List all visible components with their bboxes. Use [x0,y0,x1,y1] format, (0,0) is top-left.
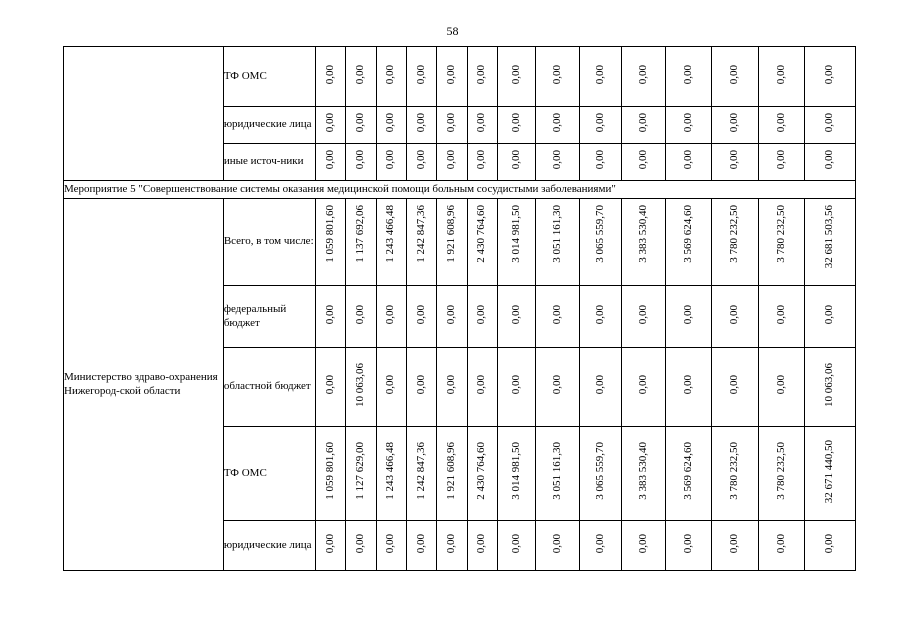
value-text: 0,00 [823,304,836,324]
value-cell [437,107,467,144]
value-text: 0,00 [384,113,397,133]
value-cell [376,427,406,521]
value-text: 2 430 764,60 [475,205,488,263]
value-cell [315,427,345,521]
value-text: 0,00 [636,150,649,170]
value-cell [758,286,805,348]
value-text: 0,00 [414,64,427,84]
value-text: 0,00 [636,64,649,84]
value-text: 0,00 [384,150,397,170]
value-cell [536,521,579,571]
value-cell [712,521,759,571]
value-cell [315,521,345,571]
value-cell [376,286,406,348]
value-text: 0,00 [475,533,488,553]
value-text: 0,00 [353,113,366,133]
value-text: 0,00 [353,533,366,553]
value-text: 0,00 [509,64,522,84]
value-cell [712,144,759,181]
value-text: 0,00 [593,64,606,84]
value-cell [376,521,406,571]
value-text: 0,00 [681,375,694,395]
value-text: 0,00 [353,304,366,324]
value-text: 0,00 [681,113,694,133]
value-text: 0,00 [445,113,458,133]
value-text: 32 681 503,56 [823,205,836,269]
value-cell [579,47,621,107]
value-cell [376,107,406,144]
value-cell [712,348,759,427]
funding-source-cell: юридические лица [223,107,315,144]
funding-source-cell: иные источ-ники [223,144,315,181]
value-cell [712,286,759,348]
responsible-executor-cell: Министерство здраво-охранения Нижегород-ской области [64,199,224,571]
value-text: 3 383 530,40 [636,442,649,500]
value-cell [497,286,535,348]
value-text: 3 014 981,50 [509,442,522,500]
value-cell [758,199,805,286]
value-cell [579,521,621,571]
value-cell [579,286,621,348]
value-cell [406,107,436,144]
value-cell [805,348,856,427]
value-cell [805,47,856,107]
value-cell [467,144,497,181]
funding-source-cell: федеральный бюджет [223,286,315,348]
value-text: 2 430 764,60 [475,442,488,500]
value-text: 0,00 [593,533,606,553]
value-cell [406,348,436,427]
value-text: 10 063,06 [353,362,366,407]
value-text: 0,00 [681,64,694,84]
value-cell [346,348,376,427]
value-text: 3 051 161,30 [550,205,563,263]
value-text: 0,00 [636,533,649,553]
value-text: 3 780 232,50 [728,442,741,500]
value-text: 1 243 466,48 [384,205,397,263]
value-text: 3 051 161,30 [550,442,563,500]
value-text: 1 137 692,06 [353,205,366,263]
value-cell [346,286,376,348]
value-text: 0,00 [414,304,427,324]
value-cell [579,427,621,521]
value-text: 1 242 847,36 [414,442,427,500]
value-text: 0,00 [323,113,336,133]
value-cell [346,47,376,107]
value-cell [497,144,535,181]
value-text: 0,00 [414,533,427,553]
value-cell [758,427,805,521]
value-text: 0,00 [509,150,522,170]
value-text: 0,00 [445,375,458,395]
event-title: Мероприятие 5 "Совершенствование системы оказания медицинской помощи больным сосудистыми заболеваниями" [64,181,856,199]
value-cell [665,107,712,144]
value-text: 3 014 981,50 [509,205,522,263]
value-cell [579,348,621,427]
value-text: 0,00 [445,64,458,84]
value-text: 0,00 [475,150,488,170]
value-text: 0,00 [445,150,458,170]
value-cell [467,286,497,348]
value-text: 0,00 [728,150,741,170]
value-cell [536,47,579,107]
value-cell [497,199,535,286]
value-cell [346,107,376,144]
value-text: 0,00 [593,304,606,324]
value-cell [376,199,406,286]
value-text: 0,00 [445,304,458,324]
value-text: 0,00 [323,64,336,84]
value-text: 0,00 [384,533,397,553]
value-cell [758,47,805,107]
responsible-executor-cell [64,47,224,181]
value-cell [758,348,805,427]
value-cell [758,107,805,144]
value-text: 0,00 [384,375,397,395]
page-number: 58 [446,24,459,38]
value-text: 1 243 466,48 [384,442,397,500]
value-cell [622,427,665,521]
value-text: 0,00 [323,533,336,553]
table-row [64,199,856,286]
event-row [64,181,856,199]
value-cell [376,348,406,427]
value-text: 10 063,06 [823,362,836,407]
value-cell [665,521,712,571]
value-cell [805,286,856,348]
value-cell [805,107,856,144]
value-cell [437,521,467,571]
value-cell [712,107,759,144]
value-text: 0,00 [728,533,741,553]
value-text: 0,00 [774,150,787,170]
value-cell [406,199,436,286]
value-text: 3 569 624,60 [681,205,694,263]
value-cell [376,47,406,107]
value-cell [315,348,345,427]
value-text: 0,00 [353,64,366,84]
value-text: 0,00 [475,64,488,84]
value-cell [406,47,436,107]
value-text: 1 127 629,00 [353,442,366,500]
value-text: 0,00 [823,64,836,84]
value-text: 0,00 [509,375,522,395]
value-cell [406,427,436,521]
value-text: 0,00 [728,64,741,84]
value-cell [346,521,376,571]
value-text: 0,00 [550,304,563,324]
value-cell [622,107,665,144]
value-text: 0,00 [593,150,606,170]
value-text: 3 065 559,70 [593,442,606,500]
value-text: 3 780 232,50 [774,442,787,500]
value-cell [437,427,467,521]
value-text: 0,00 [414,113,427,133]
value-text: 0,00 [728,113,741,133]
value-text: 3 383 530,40 [636,205,649,263]
value-text: 0,00 [774,113,787,133]
value-cell [315,144,345,181]
value-cell [665,286,712,348]
budget-table [63,46,856,571]
value-text: 0,00 [550,113,563,133]
value-cell [805,199,856,286]
value-cell [406,144,436,181]
value-text: 0,00 [681,150,694,170]
value-cell [622,521,665,571]
value-cell [497,427,535,521]
value-text: 0,00 [384,304,397,324]
value-text: 0,00 [509,533,522,553]
value-cell [579,199,621,286]
value-text: 3 569 624,60 [681,442,694,500]
value-cell [346,144,376,181]
value-cell [467,348,497,427]
value-text: 0,00 [445,533,458,553]
value-cell [467,199,497,286]
value-text: 0,00 [728,375,741,395]
value-text: 0,00 [728,304,741,324]
value-text: 0,00 [384,64,397,84]
value-text: 32 671 440,50 [823,439,836,503]
value-text: 0,00 [681,533,694,553]
value-text: 0,00 [774,64,787,84]
value-text: 0,00 [353,150,366,170]
value-cell [536,144,579,181]
value-text: 0,00 [774,304,787,324]
value-text: 0,00 [823,150,836,170]
value-text: 0,00 [681,304,694,324]
value-text: 0,00 [550,533,563,553]
table-row [64,47,856,107]
value-text: 1 059 801,60 [323,205,336,263]
value-text: 0,00 [550,150,563,170]
funding-source-cell: юридические лица [223,521,315,571]
value-text: 0,00 [323,375,336,395]
value-cell [579,107,621,144]
value-cell [497,348,535,427]
value-cell [622,144,665,181]
value-cell [437,199,467,286]
value-cell [437,348,467,427]
value-cell [406,286,436,348]
value-text: 0,00 [414,375,427,395]
value-cell [437,286,467,348]
value-text: 1 921 608,96 [445,442,458,500]
value-cell [315,47,345,107]
value-text: 0,00 [823,113,836,133]
value-cell [467,427,497,521]
value-text: 1 921 608,96 [445,205,458,263]
value-cell [467,521,497,571]
value-text: 0,00 [823,533,836,553]
value-text: 0,00 [323,304,336,324]
funding-source-cell: ТФ ОМС [223,47,315,107]
value-cell [622,286,665,348]
funding-source-cell: ТФ ОМС [223,427,315,521]
value-cell [437,144,467,181]
funding-source-cell: Всего, в том числе: [223,199,315,286]
value-cell [712,199,759,286]
value-cell [622,47,665,107]
value-text: 3 065 559,70 [593,205,606,263]
value-cell [805,144,856,181]
value-text: 1 059 801,60 [323,442,336,500]
value-text: 0,00 [509,113,522,133]
value-text: 0,00 [774,533,787,553]
value-text: 1 242 847,36 [414,205,427,263]
value-cell [536,427,579,521]
value-cell [315,286,345,348]
value-cell [712,427,759,521]
value-text: 0,00 [550,64,563,84]
value-cell [805,427,856,521]
value-cell [536,199,579,286]
value-cell [758,144,805,181]
value-cell [665,427,712,521]
value-cell [712,47,759,107]
value-cell [406,521,436,571]
value-cell [758,521,805,571]
value-text: 0,00 [593,113,606,133]
value-text: 0,00 [475,113,488,133]
value-text: 0,00 [636,113,649,133]
value-cell [346,199,376,286]
value-text: 3 780 232,50 [728,205,741,263]
value-text: 0,00 [550,375,563,395]
value-cell [665,144,712,181]
value-text: 0,00 [475,375,488,395]
funding-source-cell: областной бюджет [223,348,315,427]
value-cell [315,199,345,286]
value-text: 0,00 [636,304,649,324]
value-text: 0,00 [636,375,649,395]
value-cell [622,199,665,286]
value-cell [437,47,467,107]
value-text: 3 780 232,50 [774,205,787,263]
value-cell [467,107,497,144]
value-cell [497,521,535,571]
value-cell [665,348,712,427]
value-text: 0,00 [414,150,427,170]
value-cell [665,47,712,107]
value-cell [315,107,345,144]
value-cell [665,199,712,286]
value-cell [536,348,579,427]
value-cell [376,144,406,181]
value-cell [536,107,579,144]
value-text: 0,00 [475,304,488,324]
value-text: 0,00 [774,375,787,395]
value-cell [805,521,856,571]
value-cell [467,47,497,107]
value-cell [579,144,621,181]
value-cell [497,107,535,144]
value-text: 0,00 [323,150,336,170]
value-cell [536,286,579,348]
value-cell [346,427,376,521]
value-cell [622,348,665,427]
value-text: 0,00 [509,304,522,324]
value-text: 0,00 [593,375,606,395]
value-cell [497,47,535,107]
